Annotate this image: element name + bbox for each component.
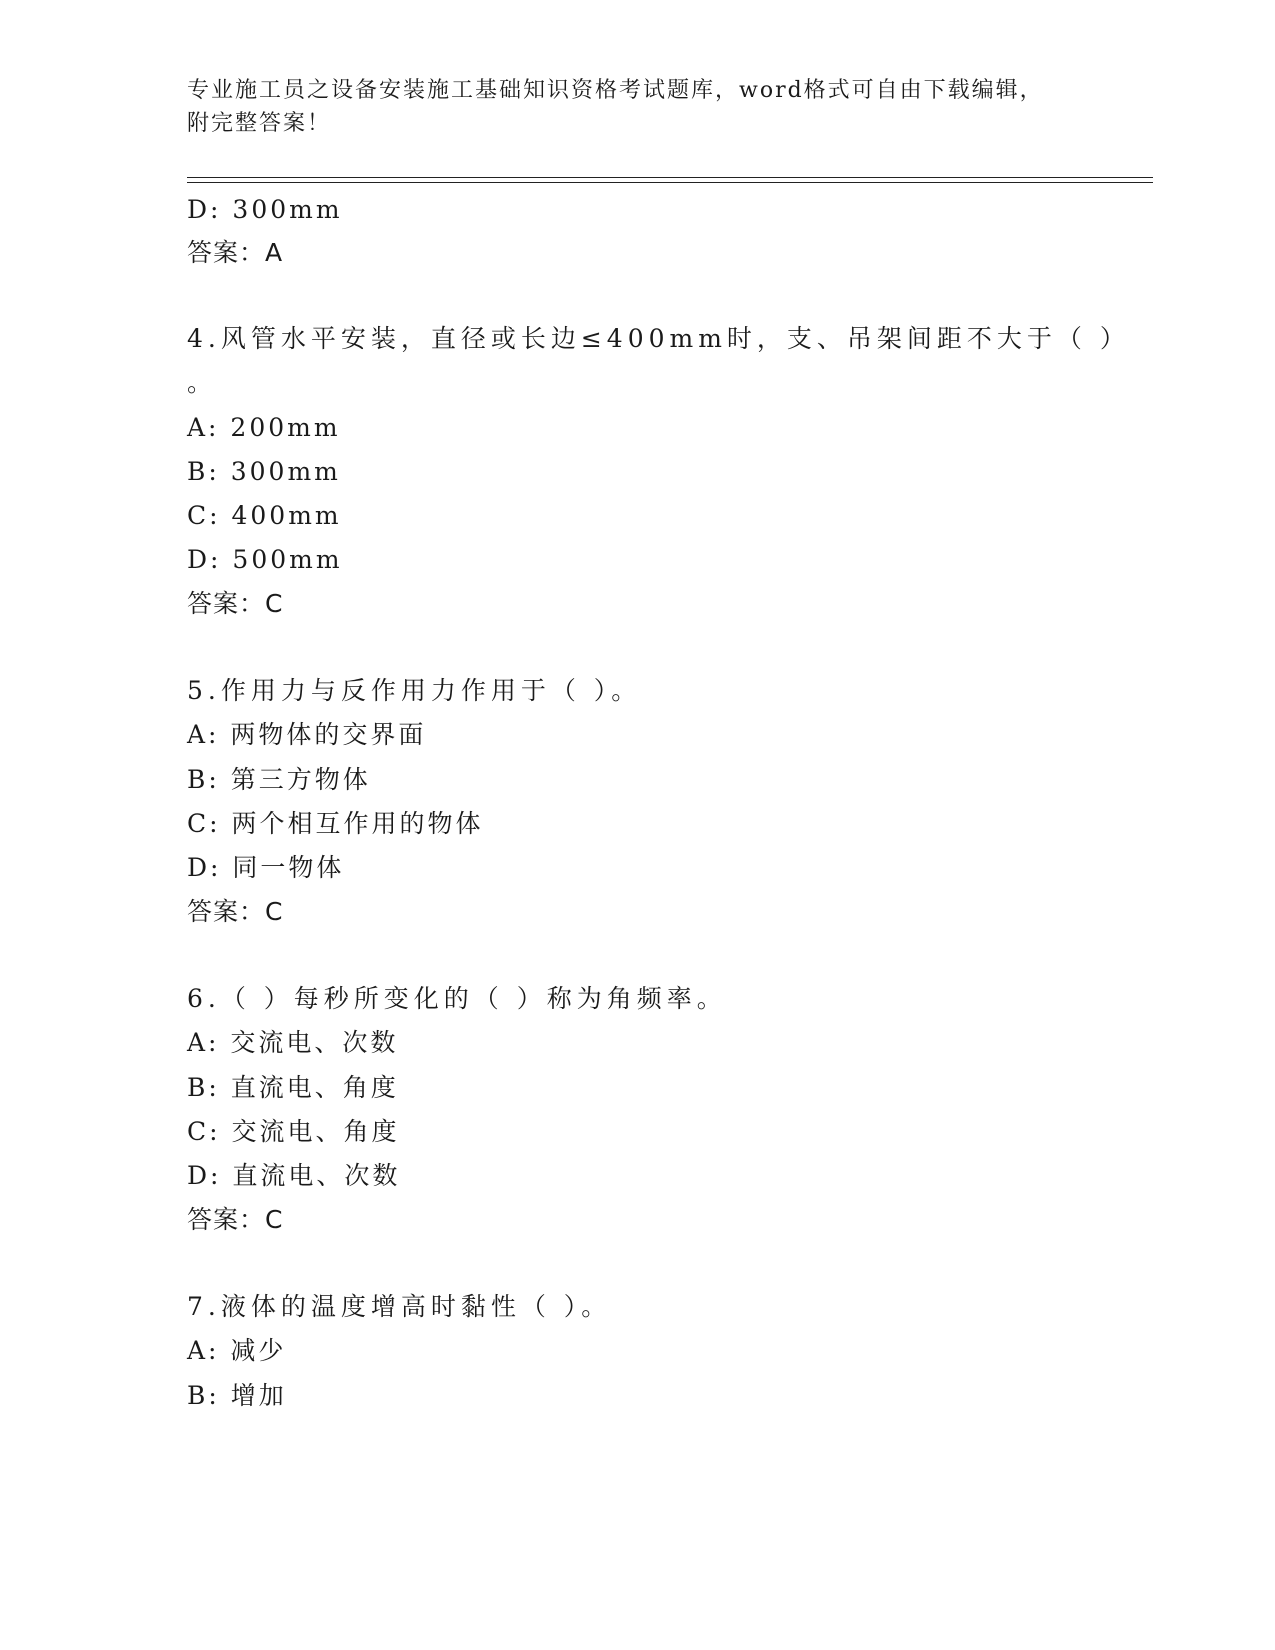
- q7-option-b: B: 增加: [187, 1381, 287, 1410]
- q4-option-d: D: 500mm: [187, 545, 343, 574]
- q7-option-a: A: 减少: [187, 1336, 287, 1365]
- q5-option-b: B: 第三方物体: [187, 765, 371, 794]
- header-line-1: 专业施工员之设备安装施工基础知识资格考试题库，word格式可自由下载编辑，: [187, 78, 1044, 103]
- q6-answer: 答案：C: [187, 1205, 284, 1234]
- q4-text: 4.风管水平安装，直径或长边≤400mm时，支、吊架间距不大于（ ）: [187, 324, 1130, 353]
- q6-option-a: A: 交流电、次数: [187, 1028, 399, 1057]
- header-line-2: 附完整答案！: [187, 111, 332, 136]
- header-divider-bottom: [187, 182, 1153, 183]
- prev-option-d: D: 300mm: [187, 195, 343, 224]
- q6-option-b: B: 直流电、角度: [187, 1073, 399, 1102]
- q4-text-continuation: 。: [187, 368, 216, 397]
- q6-option-d: D: 直流电、次数: [187, 1161, 401, 1190]
- q7-text: 7.液体的温度增高时黏性（ ）。: [187, 1292, 612, 1321]
- prev-answer: 答案：A: [187, 238, 284, 267]
- q6-option-c: C: 交流电、角度: [187, 1117, 400, 1146]
- q4-answer: 答案：C: [187, 589, 284, 618]
- q5-option-a: A: 两物体的交界面: [187, 720, 427, 749]
- q5-answer: 答案：C: [187, 897, 284, 926]
- q5-option-d: D: 同一物体: [187, 853, 345, 882]
- q4-option-b: B: 300mm: [187, 457, 341, 486]
- q5-option-c: C: 两个相互作用的物体: [187, 809, 484, 838]
- q5-text: 5.作用力与反作用力作用于（ ）。: [187, 676, 642, 705]
- header-divider-top: [187, 177, 1153, 178]
- q4-option-a: A: 200mm: [187, 413, 341, 442]
- q4-option-c: C: 400mm: [187, 501, 342, 530]
- document-header: [187, 74, 1087, 140]
- q6-text: 6.（ ）每秒所变化的（ ）称为角频率。: [187, 984, 727, 1013]
